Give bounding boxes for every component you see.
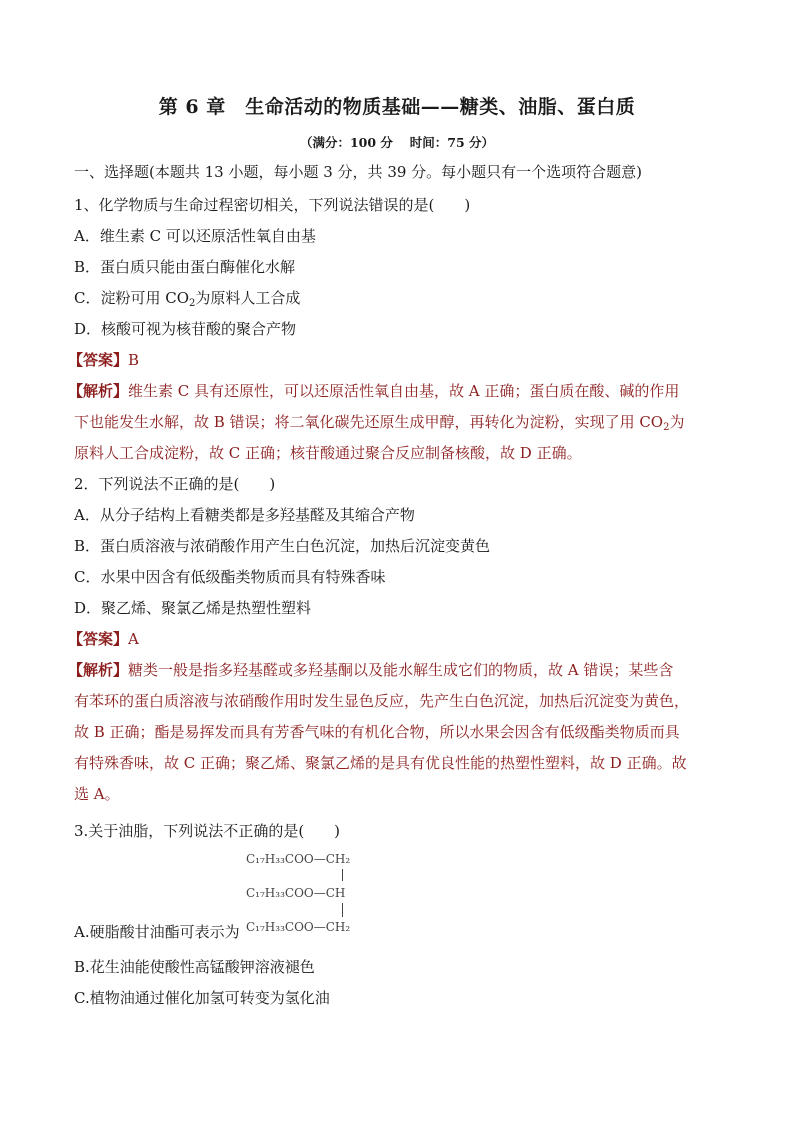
q2-analysis-line-3: 故 B 正确；酯是易挥发而具有芳香气味的有机化合物，所以水果会因含有低级酯类物质而具 <box>74 723 680 741</box>
section-heading: 一、选择题(本题共 13 小题，每小题 3 分，共 39 分。每小题只有一个选项符合题意) <box>74 163 643 181</box>
analysis-text-end: 为 <box>669 413 685 431</box>
q1-option-c-text-end: 为原料人工合成 <box>195 289 301 307</box>
analysis-tag: 【解析】 <box>68 661 129 679</box>
q1-analysis-line-1 <box>68 381 679 401</box>
q3-option-a: A.硬脂酸甘油酯可表示为 <box>74 923 240 941</box>
answer-value: B <box>128 351 140 369</box>
q1-option-b: B．蛋白质只能由蛋白酶催化水解 <box>74 258 296 276</box>
q2-option-b: B．蛋白质溶液与浓硝酸作用产生白色沉淀，加热后沉淀变黄色 <box>74 537 491 555</box>
formula-bond-1 <box>342 869 343 881</box>
answer-tag: 【答案】 <box>68 630 129 648</box>
analysis-tag: 【解析】 <box>68 382 129 400</box>
q2-analysis-line-2: 有苯环的蛋白质溶液与浓硝酸作用时发生显色反应，先产生白色沉淀，加热后沉淀变为黄色， <box>74 692 690 710</box>
analysis-text: 维生素 C 具有还原性，可以还原活性氧自由基，故 A 正确；蛋白质在酸、碱的作用 <box>128 382 680 400</box>
analysis-subscript: 2 <box>663 422 670 433</box>
q1-stem: 1、化学物质与生命过程密切相关，下列说法错误的是( ) <box>74 196 471 214</box>
q2-analysis-line-4: 有特殊香味，故 C 正确；聚乙烯、聚氯乙烯的是具有优良性能的热塑性塑料，故 D 正确。故 <box>74 754 687 772</box>
q2-analysis-line-5: 选 A。 <box>74 785 120 803</box>
analysis-text: 糖类一般是指多羟基醛或多羟基酮以及能水解生成它们的物质，故 A 错误；某些含 <box>128 661 674 679</box>
q2-analysis-line-1 <box>68 660 673 680</box>
formula-row-1: C₁₇H₃₃COO—CH₂ <box>246 852 351 866</box>
q3-stem: 3.关于油脂，下列说法不正确的是( ) <box>74 822 341 840</box>
q1-answer <box>68 350 139 370</box>
formula-bond-2 <box>342 903 343 917</box>
formula-row-3: C₁₇H₃₃COO—CH₂ <box>246 920 351 934</box>
formula-row-2: C₁₇H₃₃COO—CH <box>246 886 346 900</box>
q2-answer <box>68 629 139 649</box>
q2-option-d: D．聚乙烯、聚氯乙烯是热塑性塑料 <box>74 599 312 617</box>
q1-option-c <box>74 288 300 308</box>
analysis-text: 下也能发生水解，故 B 错误；将二氧化碳先还原生成甲醇，再转化为淀粉，实现了用 CO <box>74 413 664 431</box>
q2-stem: 2．下列说法不正确的是( ) <box>74 475 276 493</box>
q1-option-c-text: C．淀粉可用 CO <box>74 289 190 307</box>
q1-analysis-line-2 <box>74 412 685 432</box>
q3-option-b: B.花生油能使酸性高锰酸钾溶液褪色 <box>74 958 315 976</box>
page-title: 第 6 章 生命活动的物质基础——糖类、油脂、蛋白质 <box>158 96 636 118</box>
q1-analysis-line-3: 原料人工合成淀粉，故 C 正确；核苷酸通过聚合反应制备核酸，故 D 正确。 <box>74 444 582 462</box>
answer-tag: 【答案】 <box>68 351 129 369</box>
score-time-info: （满分：100 分 时间：75 分） <box>299 135 495 150</box>
q3-option-c: C.植物油通过催化加氢可转变为氢化油 <box>74 989 330 1007</box>
q2-option-a: A．从分子结构上看糖类都是多羟基醛及其缩合产物 <box>74 506 415 524</box>
q2-option-c: C．水果中因含有低级酯类物质而具有特殊香味 <box>74 568 386 586</box>
q1-option-c-subscript: 2 <box>189 298 196 309</box>
answer-value: A <box>128 630 139 648</box>
q1-option-a: A．维生素 C 可以还原活性氧自由基 <box>74 227 316 245</box>
q1-option-d: D．核酸可视为核苷酸的聚合产物 <box>74 320 297 338</box>
